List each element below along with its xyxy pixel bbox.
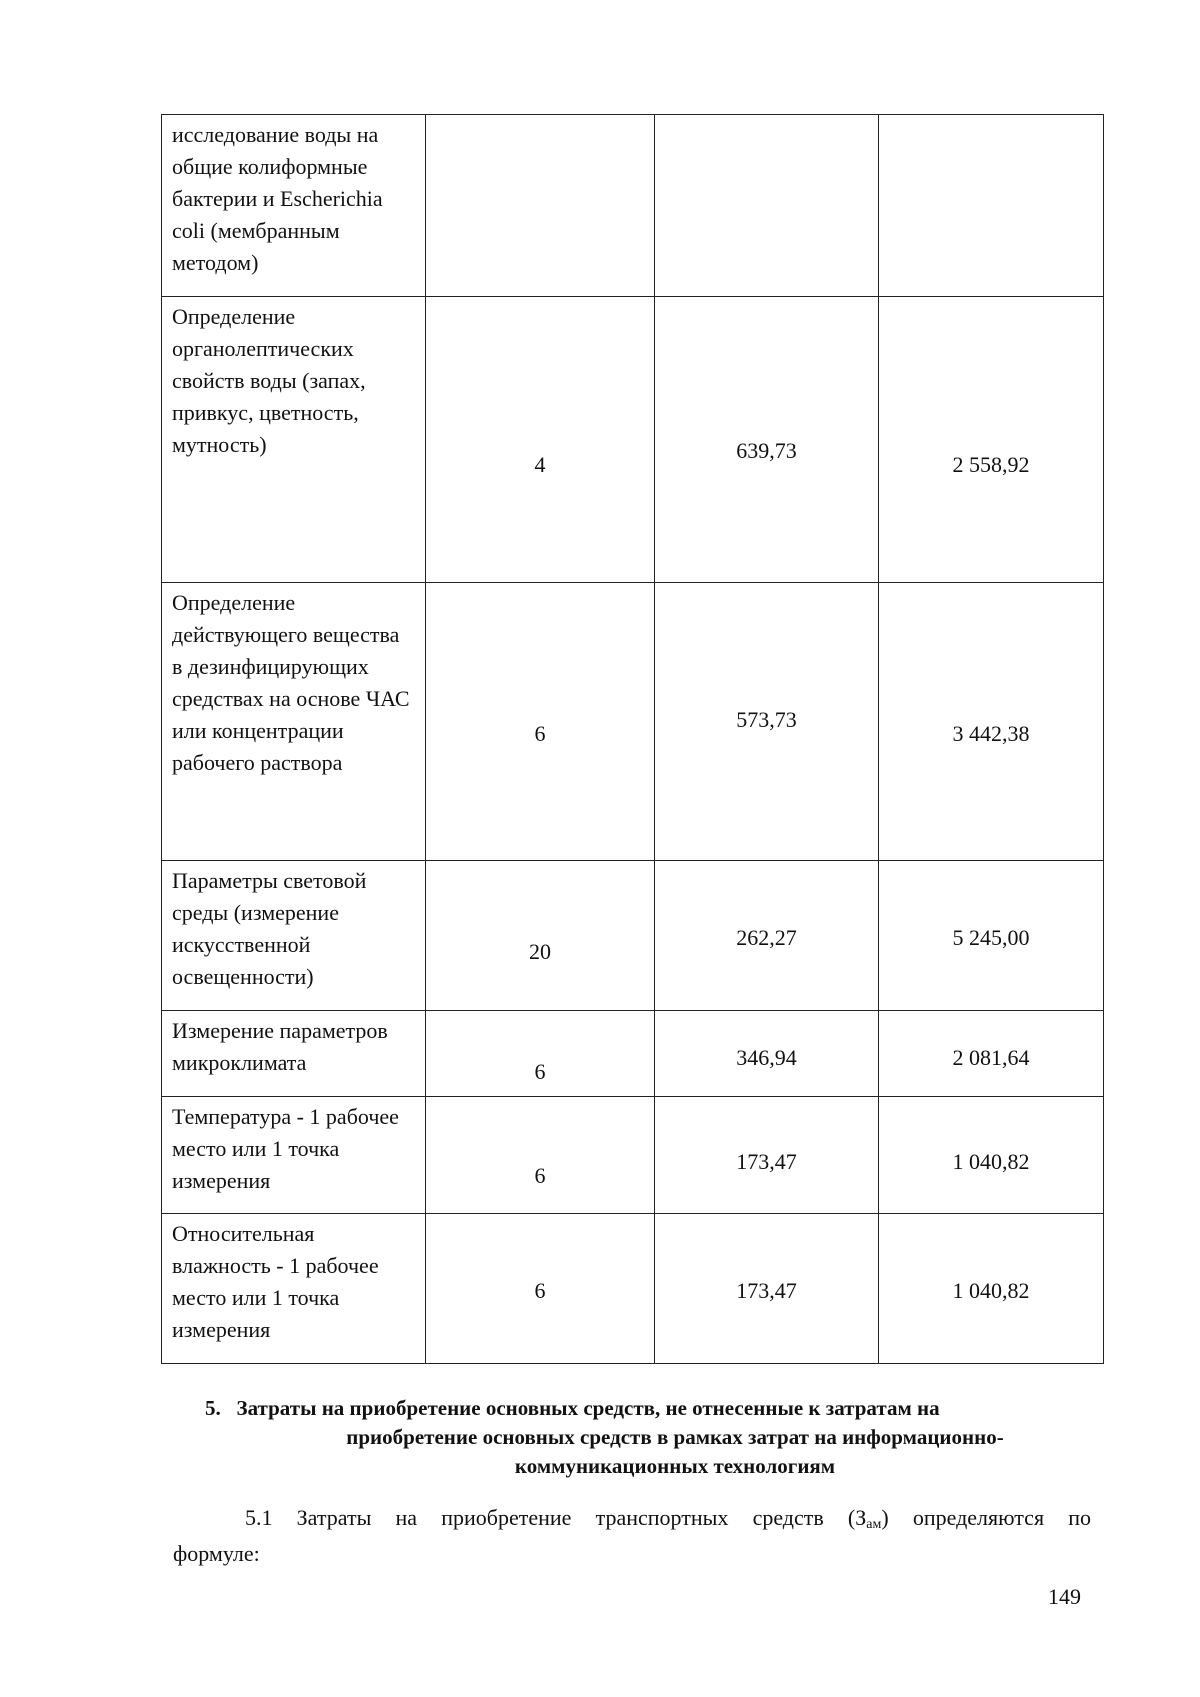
price-cell — [655, 583, 879, 861]
service-name-cell: Измерение параметров микроклимата — [162, 1011, 426, 1097]
price-value: 173,47 — [736, 1278, 797, 1303]
section-heading-line-1 — [190, 1394, 1090, 1423]
quantity-cell — [426, 1097, 655, 1214]
quantity-cell — [426, 297, 655, 583]
total-cell — [879, 1214, 1104, 1364]
quantity-cell — [426, 115, 655, 297]
paragraph-first-line — [173, 1503, 1091, 1539]
section-title-line-2: приобретение основных средств в рамках затрат на информационно- — [346, 1425, 1004, 1449]
section-heading — [190, 1394, 1090, 1481]
price-cell — [655, 1097, 879, 1214]
section-number: 5. — [205, 1396, 221, 1420]
paragraph-second-line: формуле: — [173, 1541, 260, 1566]
total-value: 2 081,64 — [952, 1045, 1030, 1070]
price-value: 262,27 — [736, 925, 797, 950]
formula-paragraph — [173, 1503, 1091, 1568]
total-value: 3 442,38 — [952, 721, 1030, 746]
quantity-value: 6 — [534, 1278, 546, 1303]
quantity-cell — [426, 1011, 655, 1097]
price-cell — [655, 115, 879, 297]
price-value: 639,73 — [736, 438, 797, 463]
price-value: 346,94 — [736, 1045, 797, 1070]
paragraph-text-2: ) определяются по — [881, 1505, 1091, 1530]
price-value: 173,47 — [736, 1149, 797, 1174]
service-name-cell: Определение органолептических свойств воды (запах, привкус, цветность, мутность) — [162, 297, 426, 583]
total-value: 2 558,92 — [952, 452, 1030, 477]
table-row — [162, 1214, 1104, 1364]
page-number: 149 — [1048, 1584, 1081, 1609]
quantity-value: 20 — [529, 939, 551, 964]
price-cell — [655, 1011, 879, 1097]
table-row — [162, 1011, 1104, 1097]
service-name-cell: Параметры световой среды (измерение искусственной освещенности) — [162, 861, 426, 1011]
total-cell — [879, 1011, 1104, 1097]
price-value: 573,73 — [736, 707, 797, 732]
price-cell — [655, 297, 879, 583]
total-value: 1 040,82 — [952, 1149, 1030, 1174]
total-cell — [879, 115, 1104, 297]
section-title-line-1: Затраты на приобретение основных средств, не отнесенные к затратам на — [236, 1396, 940, 1420]
total-value: 1 040,82 — [952, 1278, 1030, 1303]
quantity-value: 4 — [534, 452, 546, 477]
service-name-cell: исследование воды на общие колиформные бактерии и Escherichia coli (мембранным методом) — [162, 115, 426, 297]
service-name-cell: Определение действующего вещества в дезинфицирующих средствах на основе ЧАС или концентрации рабочего раствора — [162, 583, 426, 861]
service-name-cell: Относительная влажность - 1 рабочее место или 1 точка измерения — [162, 1214, 426, 1364]
table-row — [162, 1097, 1104, 1214]
table-row — [162, 861, 1104, 1011]
total-cell — [879, 583, 1104, 861]
total-value: 5 245,00 — [952, 925, 1030, 950]
quantity-value: 6 — [534, 1059, 546, 1084]
quantity-cell — [426, 1214, 655, 1364]
paragraph-text-1: 5.1 Затраты на приобретение транспортных средств (З — [245, 1505, 867, 1530]
price-cell — [655, 861, 879, 1011]
total-cell — [879, 861, 1104, 1011]
quantity-cell — [426, 583, 655, 861]
quantity-value: 6 — [534, 721, 546, 746]
section-title-line-3: коммуникационных технологиям — [514, 1454, 836, 1478]
cost-table — [161, 114, 1104, 1364]
quantity-value: 6 — [534, 1163, 546, 1188]
paragraph-subscript: ам — [866, 1517, 882, 1532]
total-cell — [879, 1097, 1104, 1214]
service-name-cell: Температура - 1 рабочее место или 1 точка измерения — [162, 1097, 426, 1214]
price-cell — [655, 1214, 879, 1364]
quantity-cell — [426, 861, 655, 1011]
table-row — [162, 115, 1104, 297]
table-row — [162, 297, 1104, 583]
total-cell — [879, 297, 1104, 583]
table-row — [162, 583, 1104, 861]
